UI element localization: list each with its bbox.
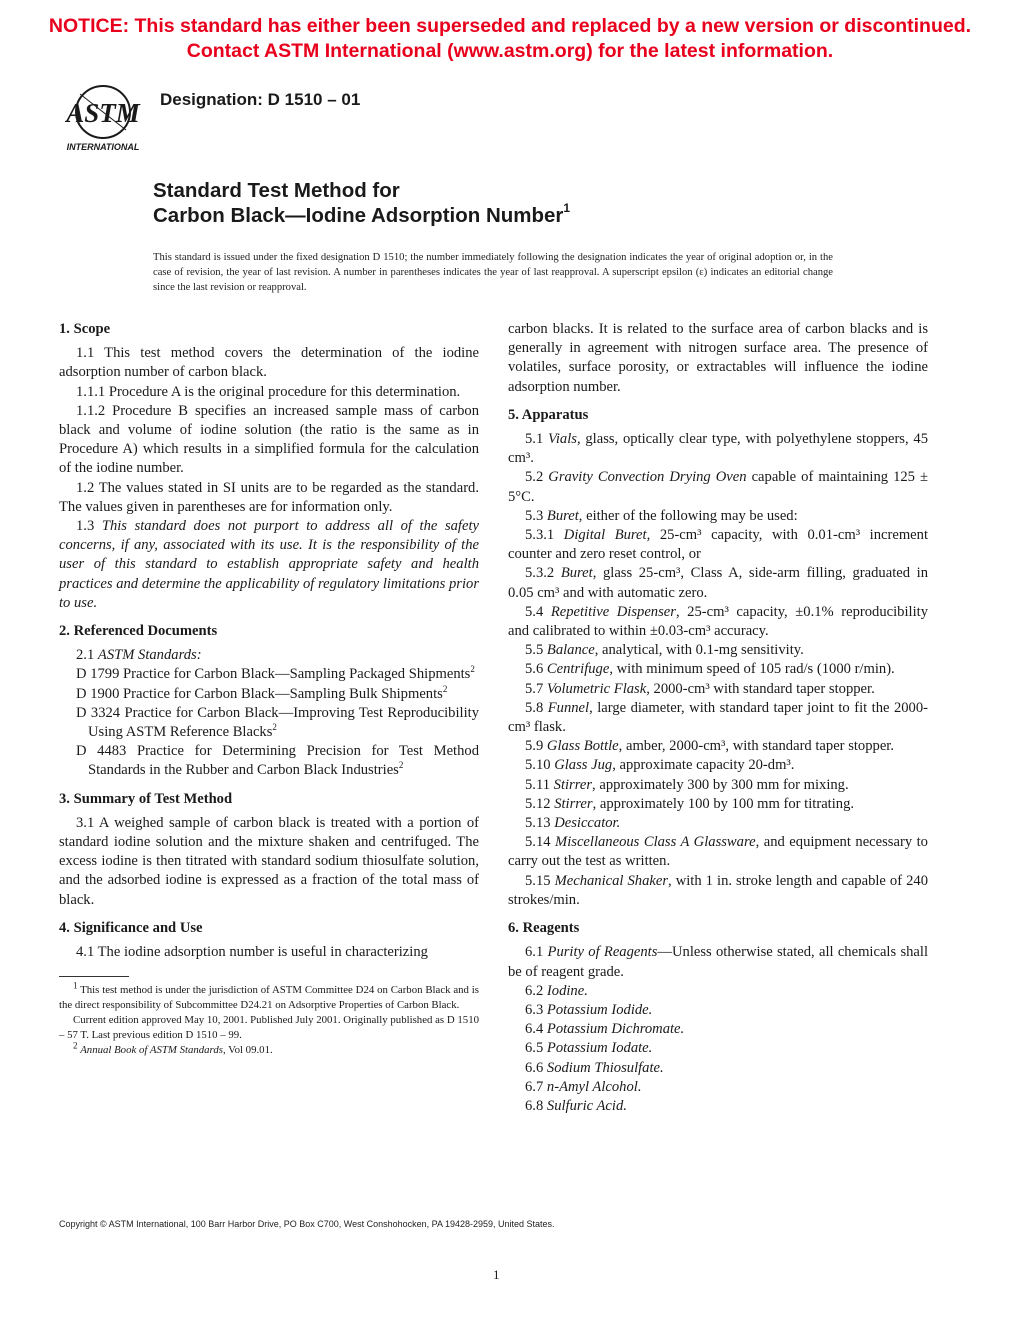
apparatus-item: 5.10 Glass Jug, approximate capacity 20-dm³. — [525, 757, 795, 774]
reference-item: D 1900 Practice for Carbon Black—Sampling Bulk Shipments$^2$ — [76, 683, 448, 702]
apparatus-item: 5.5 Balance, analytical, with 0.1-mg sensitivity. — [525, 642, 804, 659]
apparatus-item: 5.4 Repetitive Dispenser, 25-cm³ capacity, ±0.1% reproducibility and calibrated to within ±0.03-cm³ accuracy. — [508, 603, 928, 640]
apparatus-item: 5.9 Glass Bottle, amber, 2000-cm³, with standard taper stopper. — [525, 738, 894, 755]
apparatus-item: 5.3.2 Buret, glass 25-cm³, Class A, side-arm filling, graduated in 0.05 cm³ and with automatic zero. — [508, 565, 928, 601]
title-line-1: Standard Test Method for — [153, 179, 400, 202]
paragraph-4-1: 4.1 The iodine adsorption number is useful in characterizing — [76, 944, 428, 961]
apparatus-item: 5.6 Centrifuge, with minimum speed of 105 rad/s (1000 r/min). — [525, 661, 895, 678]
apparatus-item: 5.3.1 Digital Buret, 25-cm³ capacity, with 0.01-cm³ increment counter and zero reset control, or — [508, 527, 929, 563]
issued-note: This standard is issued under the fixed designation D 1510; the number immediately following the designation indicates the year of original adoption or, in the case of revision, the year of last revision. A number in parentheses indicates the year of last reapproval. A superscript epsilon (ε) indicates an editorial change since the last revision or reapproval. — [153, 252, 833, 294]
title-footnote-mark: 1 — [563, 201, 571, 216]
astm-logo-mark: ASTM — [66, 98, 140, 128]
reference-item: D 1799 Practice for Carbon Black—Sampling Packaged Shipments$^2$ — [76, 664, 475, 683]
astm-logo-international: INTERNATIONAL — [66, 142, 140, 152]
apparatus-item: 5.14 Miscellaneous Class A Glassware, and equipment necessary to carry out the test as written. — [508, 834, 928, 870]
reagent-item: 6.3 Potassium Iodide. — [525, 1001, 653, 1018]
reagent-item: 6.4 Potassium Dichromate. — [525, 1021, 685, 1038]
right-column — [508, 320, 928, 1116]
reference-item: D 4483 Practice for Determining Precision for Test Method Standards in the Rubber and Carbon Black Industries$^2$ — [76, 743, 479, 779]
title-line-2: Carbon Black—Iodine Adsorption Number — [153, 204, 564, 227]
copyright-line: Copyright © ASTM International, 100 Barr Harbor Drive, PO Box C700, West Conshohocken, PA 19428-2959, United States. — [59, 1219, 555, 1229]
paragraph-4-1-continued: carbon blacks. It is related to the surface area of carbon blacks and is generally in agreement with nitrogen surface area. The presence of volatiles, surface porosity, or extractables will influence the iodine adsorption number. — [508, 321, 928, 395]
paragraph-1-1-2: 1.1.2 Procedure B specifies an increased sample mass of carbon black and volume of iodine solution (the ratio is the same as in Procedure A) which results in a simplified formula for the calculation of the iodine number. — [59, 402, 479, 477]
left-column — [59, 320, 479, 1058]
reagent-item: 6.5 Potassium Iodate. — [525, 1040, 653, 1057]
section-heading-scope: 1. Scope — [59, 321, 111, 337]
reagents-list — [508, 943, 928, 1116]
supersede-notice — [0, 14, 1020, 64]
page-number: 1 — [493, 1267, 500, 1282]
paragraph-1-3: 1.3 This standard does not purport to address all of the safety concerns, if any, associated with its use. It is the responsibility of the user of this standard to establish appropriate safety and health practices and determine the applicability of regulatory limitations prior to use. — [59, 518, 479, 611]
reagent-item: 6.1 Purity of Reagents—Unless otherwise stated, all chemicals shall be of reagent grade. — [508, 944, 929, 980]
footnote-2: $^2$ Annual Book of ASTM Standards, Vol 09.01. — [73, 1040, 273, 1057]
reagent-item: 6.7 n-Amyl Alcohol. — [525, 1078, 642, 1095]
astm-logo — [60, 84, 146, 154]
apparatus-item: 5.13 Desiccator. — [525, 815, 621, 832]
reagent-item: 6.6 Sodium Thiosulfate. — [525, 1059, 664, 1076]
notice-line-2: Contact ASTM International (www.astm.org) for the latest information. — [186, 40, 834, 62]
apparatus-item: 5.3 Buret, either of the following may be used: — [525, 507, 798, 524]
section-heading-reagents: 6. Reagents — [508, 920, 580, 937]
designation: Designation: D 1510 – 01 — [160, 90, 361, 109]
section-heading-summary: 3. Summary of Test Method — [59, 790, 233, 807]
apparatus-item: 5.2 Gravity Convection Drying Oven capable of maintaining 125 ± 5°C. — [508, 469, 928, 505]
apparatus-item: 5.12 Stirrer, approximately 100 by 100 mm for titrating. — [525, 795, 855, 812]
reagent-item: 6.2 Iodine. — [525, 982, 588, 999]
footnote-1: $^1$ This test method is under the jurisdiction of ASTM Committee D24 on Carbon Black and is the direct responsibility of Subcommittee D24.21 on Adsorptive Properties of Carbon Black. — [59, 980, 479, 1012]
apparatus-item: 5.11 Stirrer, approximately 300 by 300 mm for mixing. — [525, 776, 849, 793]
paragraph-1-2: 1.2 The values stated in SI units are to be regarded as the standard. The values given in parentheses are for information only. — [59, 479, 479, 515]
apparatus-list — [508, 430, 928, 910]
section-heading-significance: 4. Significance and Use — [59, 919, 203, 936]
apparatus-item: 5.7 Volumetric Flask, 2000-cm³ with standard taper stopper. — [525, 680, 875, 697]
paragraph-1-1: 1.1 This test method covers the determination of the iodine adsorption number of carbon black. — [59, 345, 479, 381]
notice-line-1: NOTICE: This standard has either been superseded and replaced by a new version or discontinued. — [48, 15, 972, 37]
apparatus-item: 5.8 Funnel, large diameter, with standard taper joint to fit the 2000-cm³ flask. — [508, 699, 928, 736]
section-heading-referenced-documents: 2. Referenced Documents — [59, 623, 218, 640]
paragraph-1-1-1: 1.1.1 Procedure A is the original procedure for this determination. — [76, 383, 461, 400]
footnote-1-edition: Current edition approved May 10, 2001. Published July 2001. Originally published as D 1510 – 57 T. Last previous edition D 1510 – 99. — [59, 1014, 479, 1042]
reagent-item: 6.8 Sulfuric Acid. — [525, 1097, 627, 1114]
paragraph-2-1: 2.1 ASTM Standards: — [76, 647, 202, 664]
footnotes — [59, 980, 479, 1058]
reference-item: D 3324 Practice for Carbon Black—Improving Test Reproducibility Using ASTM Reference Blacks$^2$ — [76, 704, 479, 741]
apparatus-item: 5.1 Vials, glass, optically clear type, with polyethylene stoppers, 45 cm³. — [508, 431, 929, 467]
apparatus-item: 5.15 Mechanical Shaker, with 1 in. stroke length and capable of 240 strokes/min. — [508, 872, 929, 908]
section-heading-apparatus: 5. Apparatus — [508, 406, 589, 423]
paragraph-3-1: 3.1 A weighed sample of carbon black is treated with a portion of standard iodine solution and the mixture shaken and centrifuged. The excess iodine is then titrated with standard sodium thiosulfate solution, and the adsorbed iodine is expressed as a fraction of the total mass of black. — [59, 814, 479, 908]
document-title — [153, 178, 570, 228]
footnote-rule — [59, 976, 129, 977]
